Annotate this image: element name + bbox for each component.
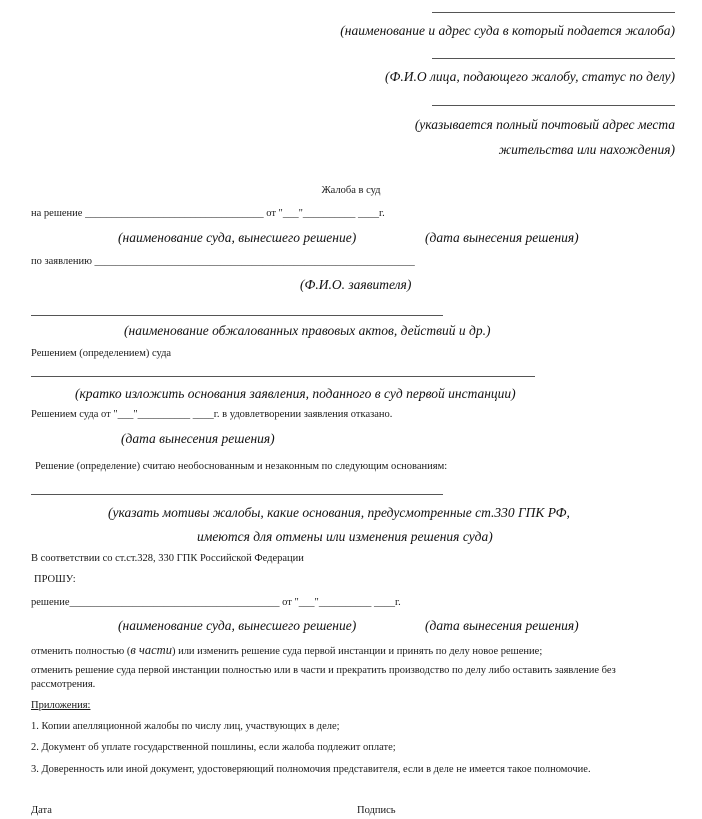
decision-line: на решение __________________________________ от "___"__________ ____г. [31, 208, 385, 219]
statement-line: по заявлению _____________________________________________________________ [31, 256, 415, 267]
attachment-item-1: 1. Копии апелляционной жалобы по числу лиц, участвующих в деле; [31, 721, 340, 732]
refused-date-hint: (дата вынесения решения) [121, 431, 275, 446]
decision-date-hint: (дата вынесения решения) [425, 230, 579, 245]
applicant-hint: (Ф.И.О. заявителя) [300, 277, 412, 292]
request-court-hint: (наименование суда, вынесшего решение) [118, 618, 357, 633]
attachment-item-3: 3. Доверенность или иной документ, удостоверяющий полномочия представителя, если в деле не имеется такое полномочие. [31, 764, 591, 775]
request-decision-line: решение________________________________________ от "___"__________ ____г. [31, 597, 401, 608]
law-line: В соответствии со ст.ст.328, 330 ГПК Российской Федерации [31, 553, 304, 564]
option-1 [31, 643, 542, 658]
court-name-hint: (наименование и адрес суда в который подается жалоба) [340, 23, 675, 38]
motives-hint-2: имеются для отмены или изменения решения суда) [197, 529, 493, 544]
option-2: отменить решение суда первой инстанции полностью или в части и прекратить производство по делу либо оставить заявление без рассмотрения. [31, 665, 616, 690]
grounds-line: Решение (определение) считаю необоснованным и незаконным по следующим основаниям: [35, 461, 448, 472]
request-date-hint: (дата вынесения решения) [425, 618, 579, 633]
grounds-blank-line [31, 494, 443, 495]
decision-court-hint: (наименование суда, вынесшего решение) [118, 230, 357, 245]
ruling-label: Решением (определением) суда [31, 348, 172, 359]
ruling-basis-hint: (кратко изложить основания заявления, поданного в суд первой инстанции) [75, 386, 516, 401]
acts-line [31, 315, 443, 316]
ruling-line [31, 376, 535, 377]
applicant-name-hint: (Ф.И.О лица, подающего жалобу, статус по делу) [385, 69, 675, 84]
refused-line: Решением суда от "___"__________ ____г. в удовлетворении заявления отказано. [31, 409, 393, 420]
court-name-line [432, 12, 675, 13]
signature-label: Подпись [357, 805, 396, 816]
address-line [432, 105, 675, 106]
applicant-name-line [432, 58, 675, 59]
option-1-before: отменить полностью ( [31, 646, 131, 657]
motives-hint-1: (указать мотивы жалобы, какие основания, предусмотренные ст.330 ГПК РФ, [108, 505, 570, 520]
attachment-item-2: 2. Документ об уплате государственной пошлины, если жалоба подлежит оплате; [31, 742, 396, 753]
attachments-title: Приложения: [31, 700, 91, 711]
option-1-italic: в части [130, 643, 172, 657]
option-1-after: ) или изменить решение суда первой инстанции и принять по делу новое решение; [171, 646, 543, 657]
document-title: Жалоба в суд [321, 185, 381, 196]
acts-hint: (наименование обжалованных правовых актов, действий и др.) [124, 323, 491, 338]
request-ask: ПРОШУ: [34, 574, 76, 585]
address-hint-1: (указывается полный почтовый адрес места [414, 117, 675, 132]
address-hint-2: жительства или нахождения) [498, 142, 675, 157]
date-label: Дата [31, 805, 52, 816]
